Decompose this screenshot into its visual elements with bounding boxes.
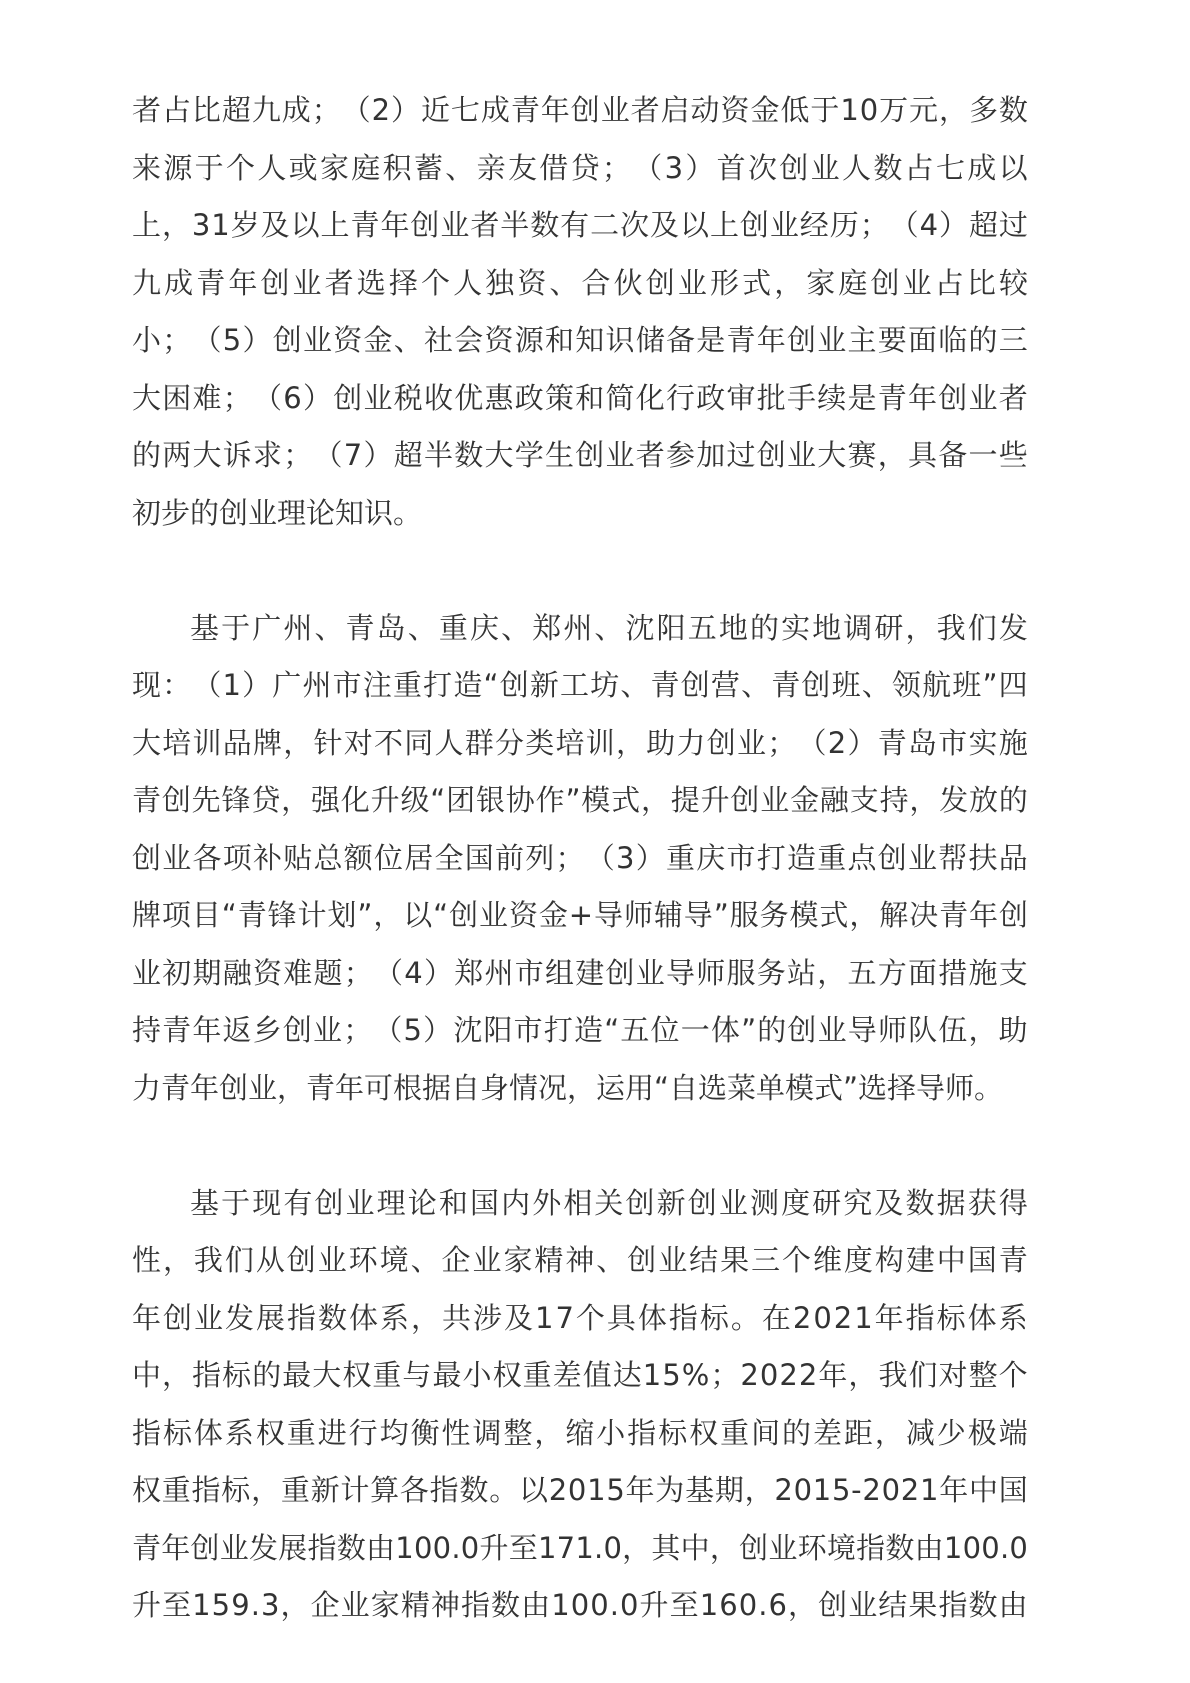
text-line: 权 重 指 标 ， 重 新 计 算 各 指 数 。 以 2 0 1 5 年 为 基 期 ， 2 0 1 5 - 2 0 2 1 年 中 国 — [132, 1473, 1028, 1507]
text-line: 大 培 训 品 牌 ， 针 对 不 同 人 群 分 类 培 训 ， 助 力 创 业 ； （ 2 ） 青 岛 市 实 施 — [132, 725, 1028, 760]
document-body — [132, 82, 1028, 1635]
text-line: 青 年 创 业 发 展 指 数 由 1 0 0 . 0 升 至 1 7 1 . 0 ， 其 中 ， 创 业 环 境 指 数 由 1 0 0 . 0 — [132, 1530, 1028, 1565]
text-line: 大 困 难 ； （ 6 ） 创 业 税 收 优 惠 政 策 和 简 化 行 政 审 批 手 续 是 青 年 创 业 者 — [132, 380, 1028, 415]
text-line: 基 于 广 州 、 青 岛 、 重 庆 、 郑 州 、 沈 阳 五 地 的 实 地 调 研 ， 我 们 发 — [190, 610, 1028, 645]
text-line: 创 业 各 项 补 贴 总 额 位 居 全 国 前 列 ； （ 3 ） 重 庆 市 打 造 重 点 创 业 帮 扶 品 — [132, 840, 1028, 875]
paragraph-2 — [132, 600, 1028, 1118]
text-line: 持 青 年 返 乡 创 业 ； （ 5 ） 沈 阳 市 打 造 “ 五 位 一 体 ” 的 创 业 导 师 队 伍 ， 助 — [132, 1013, 1028, 1047]
text-line: 业 初 期 融 资 难 题 ； （ 4 ） 郑 州 市 组 建 创 业 导 师 服 务 站 ， 五 方 面 措 施 支 — [132, 955, 1028, 990]
text-line: 上 ， 3 1 岁 及 以 上 青 年 创 业 者 半 数 有 二 次 及 以 上 创 业 经 历 ； （ 4 ） 超 过 — [132, 208, 1028, 242]
text-line: 的 两 大 诉 求 ； （ 7 ） 超 半 数 大 学 生 创 业 者 参 加 过 创 业 大 赛 ， 具 备 一 些 — [132, 438, 1028, 472]
paragraph-3 — [132, 1175, 1028, 1635]
paragraph-spacer — [132, 542, 1028, 600]
text-line: 力青年创业，青年可根据自身情况，运用“自选菜单模式”选择导师。 — [132, 1070, 1004, 1105]
text-line: 性 ， 我 们 从 创 业 环 境 、 企 业 家 精 神 、 创 业 结 果 三 个 维 度 构 建 中 国 青 — [132, 1243, 1028, 1277]
text-line: 牌 项 目 “ 青 锋 计 划 ” ， 以 “ 创 业 资 金 + 导 师 辅 导 ” 服 务 模 式 ， 解 决 青 年 创 — [132, 898, 1028, 932]
paragraph-1 — [132, 82, 1028, 542]
text-line: 初步的创业理论知识。 — [132, 495, 423, 530]
text-line: 指 标 体 系 权 重 进 行 均 衡 性 调 整 ， 缩 小 指 标 权 重 间 的 差 距 ， 减 少 极 端 — [132, 1415, 1028, 1450]
text-line: 者 占 比 超 九 成 ； （ 2 ） 近 七 成 青 年 创 业 者 启 动 资 金 低 于 1 0 万 元 ， 多 数 — [132, 93, 1028, 127]
text-line: 小 ； （ 5 ） 创 业 资 金 、 社 会 资 源 和 知 识 储 备 是 青 年 创 业 主 要 面 临 的 三 — [132, 323, 1028, 357]
text-line: 年 创 业 发 展 指 数 体 系 ， 共 涉 及 1 7 个 具 体 指 标 。 在 2 0 2 1 年 指 标 体 系 — [132, 1300, 1028, 1335]
text-line: 现 ： （ 1 ） 广 州 市 注 重 打 造 “ 创 新 工 坊 、 青 创 营 、 青 创 班 、 领 航 班 ” 四 — [132, 668, 1028, 702]
text-line: 中 ， 指 标 的 最 大 权 重 与 最 小 权 重 差 值 达 1 5 % ； 2 0 2 2 年 ， 我 们 对 整 个 — [132, 1358, 1028, 1392]
text-line: 基 于 现 有 创 业 理 论 和 国 内 外 相 关 创 新 创 业 测 度 研 究 及 数 据 获 得 — [190, 1185, 1028, 1220]
text-line: 青 创 先 锋 贷 ， 强 化 升 级 “ 团 银 协 作 ” 模 式 ， 提 升 创 业 金 融 支 持 ， 发 放 的 — [132, 783, 1028, 817]
text-line: 升 至 1 5 9 . 3 ， 企 业 家 精 神 指 数 由 1 0 0 . 0 升 至 1 6 0 . 6 ， 创 业 结 果 指 数 由 — [132, 1588, 1028, 1622]
paragraph-spacer — [132, 1117, 1028, 1175]
text-line: 九 成 青 年 创 业 者 选 择 个 人 独 资 、 合 伙 创 业 形 式 ， 家 庭 创 业 占 比 较 — [132, 265, 1028, 300]
text-line: 来 源 于 个 人 或 家 庭 积 蓄 、 亲 友 借 贷 ； （ 3 ） 首 次 创 业 人 数 占 七 成 以 — [132, 150, 1028, 185]
